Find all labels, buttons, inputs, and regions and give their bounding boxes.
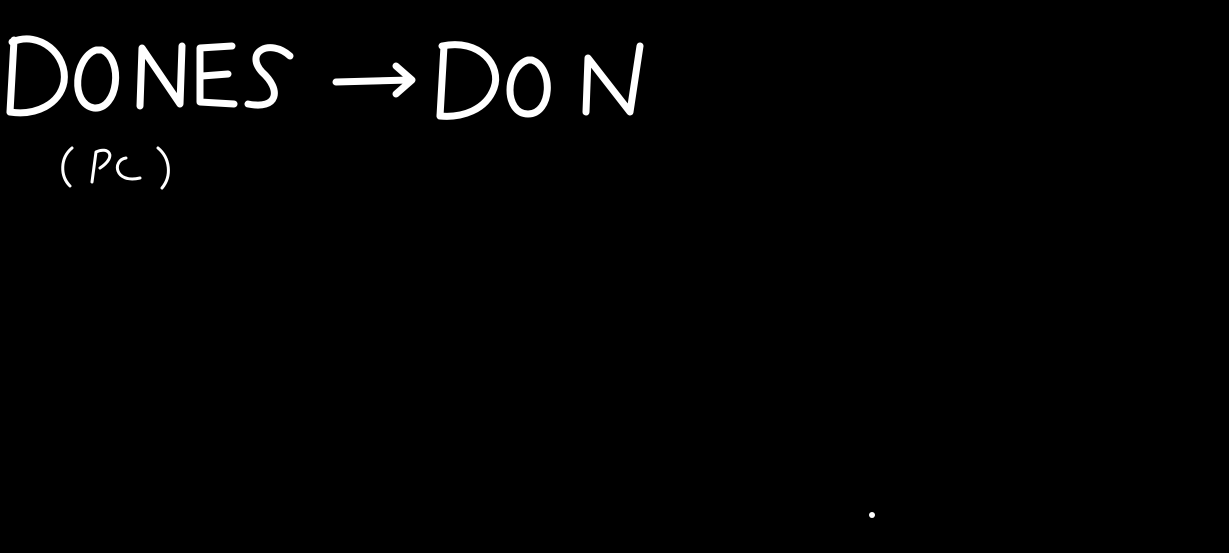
arrow-icon <box>336 66 412 94</box>
handwritten-annotation-pl <box>63 148 169 188</box>
handwritten-word-dones <box>10 39 290 113</box>
stray-mark <box>869 512 875 518</box>
handwritten-word-don <box>440 45 640 117</box>
